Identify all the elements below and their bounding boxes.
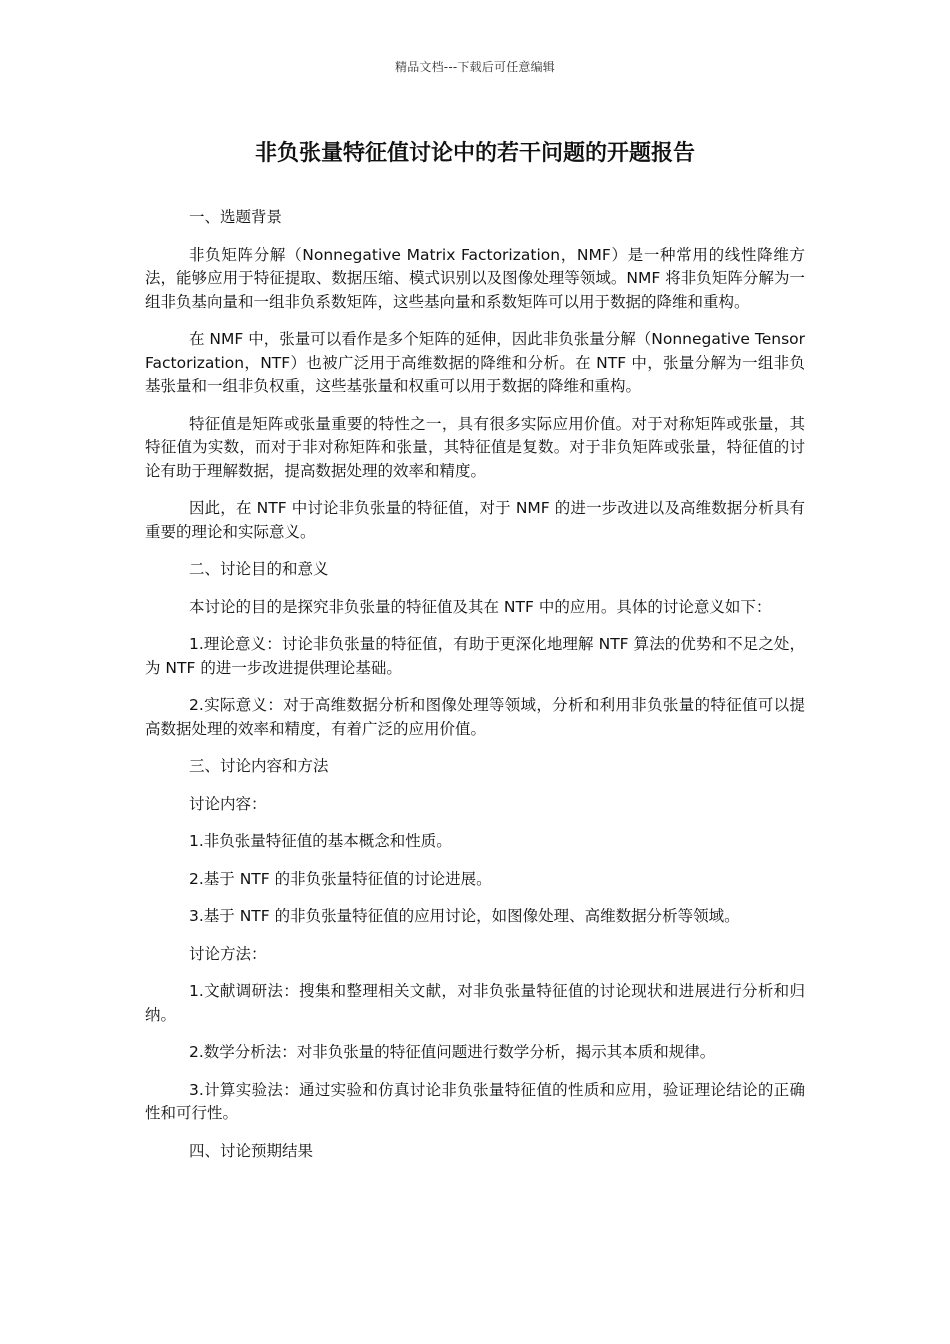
header-watermark: 精品文档---下载后可任意编辑	[395, 60, 555, 74]
paragraph: 因此，在 NTF 中讨论非负张量的特征值，对于 NMF 的进一步改进以及高维数据分析具有重要的理论和实际意义。	[145, 499, 805, 541]
document-title: 非负张量特征值讨论中的若干问题的开题报告	[254, 141, 695, 166]
paragraph: 非负矩阵分解（Nonnegative Matrix Factorization，NMF）是一种常用的线性降维方法，能够应用于特征提取、数据压缩、模式识别以及图像处理等领域。NMF 将非负矩阵分解为一组非负基向量和一组非负系数矩阵，这些基向量和系数矩阵可以用于数据的降维和重构。	[145, 245, 805, 311]
paragraph: 特征值是矩阵或张量重要的特性之一，具有很多实际应用价值。对于对称矩阵或张量，其特征值为实数，而对于非对称矩阵和张量，其特征值是复数。对于非负矩阵或张量，特征值的讨论有助于理解数据，提高数据处理的效率和精度。	[145, 414, 805, 480]
paragraph: 本讨论的目的是探究非负张量的特征值及其在 NTF 中的应用。具体的讨论意义如下：	[189, 597, 772, 616]
section-heading-content-methods: 三、讨论内容和方法	[189, 757, 329, 775]
list-item: 2.数学分析法：对非负张量的特征值问题进行数学分析，揭示其本质和规律。	[189, 1043, 716, 1061]
list-item: 1.非负张量特征值的基本概念和性质。	[189, 832, 452, 850]
list-item: 3.计算实验法：通过实验和仿真讨论非负张量特征值的性质和应用，验证理论结论的正确性和可行性。	[145, 1080, 805, 1122]
paragraph: 1.理论意义：讨论非负张量的特征值，有助于更深化地理解 NTF 算法的优势和不足之处，为 NTF 的进一步改进提供理论基础。	[145, 635, 805, 677]
paragraph: 讨论方法：	[189, 944, 267, 963]
paragraph: 在 NMF 中，张量可以看作是多个矩阵的延伸，因此非负张量分解（Nonnegative Tensor Factorization，NTF）也被广泛用于高维数据的降维和分析。在 NTF 中，张量分解为一组非负基张量和一组非负权重，这些基张量和权重可以用于数据的降维和重构。	[145, 330, 805, 395]
list-item: 3.基于 NTF 的非负张量特征值的应用讨论，如图像处理、高维数据分析等领域。	[189, 907, 740, 925]
paragraph: 讨论内容：	[189, 794, 267, 813]
section-heading-background: 一、选题背景	[189, 208, 283, 226]
list-item: 2.基于 NTF 的非负张量特征值的讨论进展。	[189, 869, 492, 888]
section-heading-purpose: 二、讨论目的和意义	[189, 560, 329, 578]
document-body	[145, 206, 805, 1177]
list-item: 1.文献调研法：搜集和整理相关文献，对非负张量特征值的讨论现状和进展进行分析和归纳。	[145, 982, 805, 1024]
section-heading-expected-results: 四、讨论预期结果	[189, 1141, 314, 1160]
paragraph: 2.实际意义：对于高维数据分析和图像处理等领域，分析和利用非负张量的特征值可以提高数据处理的效率和精度，有着广泛的应用价值。	[145, 696, 805, 738]
